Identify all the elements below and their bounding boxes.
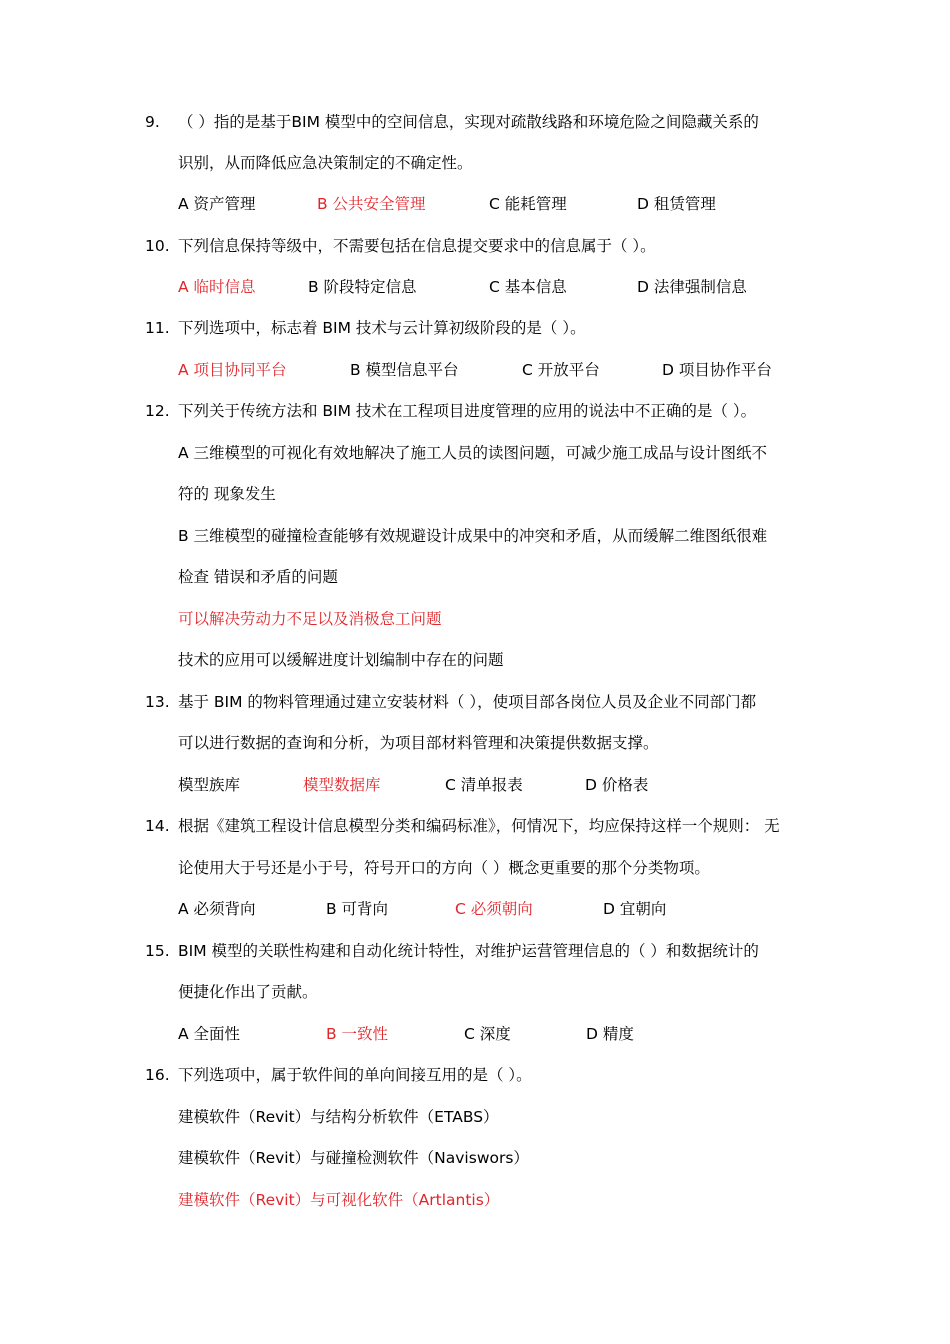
- option-c: C 能耗管理: [489, 195, 567, 213]
- question-number: 11.: [145, 319, 170, 337]
- option-text: 技术的应用可以缓解进度计划编制中存在的问题: [178, 651, 504, 669]
- option-b: B 模型信息平台: [350, 361, 459, 379]
- question-number: 15.: [145, 942, 170, 960]
- option-a: A 全面性: [178, 1025, 241, 1043]
- option-text: A 三维模型的可视化有效地解决了施工人员的读图问题，可减少施工成品与设计图纸不: [178, 444, 768, 462]
- option-text: B 三维模型的碰撞检查能够有效规避设计成果中的冲突和矛盾，从而缓解二维图纸很难: [178, 527, 768, 545]
- question-stem: 下列关于传统方法和 BIM 技术在工程项目进度管理的应用的说法中不正确的是（ ）。: [178, 402, 757, 420]
- question-stem: 下列信息保持等级中，不需要包括在信息提交要求中的信息属于（ ）。: [178, 237, 656, 255]
- option-c: C 开放平台: [522, 361, 600, 379]
- question-stem-continued: 识别，从而降低应急决策制定的不确定性。: [178, 154, 473, 172]
- question-number: 14.: [145, 817, 170, 835]
- option-d: D 租赁管理: [637, 195, 716, 213]
- option-c: C 清单报表: [445, 776, 523, 794]
- option-a-answer: A 临时信息: [178, 278, 256, 296]
- option-text: 符的 现象发生: [178, 485, 276, 503]
- option-b-answer: B 一致性: [326, 1025, 389, 1043]
- question-stem-continued: 便捷化作出了贡献。: [178, 983, 318, 1001]
- option-c: C 基本信息: [489, 278, 567, 296]
- question-number: 16.: [145, 1066, 170, 1084]
- option-d: D 项目协作平台: [662, 361, 772, 379]
- option-text: 检查 错误和矛盾的问题: [178, 568, 338, 586]
- question-stem: 下列选项中，属于软件间的单向间接互用的是（ ）。: [178, 1066, 532, 1084]
- option-text: 建模软件（Revit）与碰撞检测软件（Naviswors）: [178, 1149, 529, 1167]
- question-number: 10.: [145, 237, 170, 255]
- question-stem: 根据《建筑工程设计信息模型分类和编码标准》，何情况下，均应保持这样一个规则： 无: [178, 817, 780, 835]
- question-stem: BIM 模型的关联性构建和自动化统计特性，对维护运营管理信息的（ ）和数据统计的: [178, 942, 759, 960]
- option-a: 模型族库: [178, 776, 241, 794]
- question-number: 13.: [145, 693, 170, 711]
- option-text-answer: 可以解决劳动力不足以及消极怠工问题: [178, 610, 442, 628]
- option-d: D 价格表: [585, 776, 649, 794]
- option-b-answer: 模型数据库: [303, 776, 381, 794]
- question-stem-continued: 可以进行数据的查询和分析，为项目部材料管理和决策提供数据支撑。: [178, 734, 659, 752]
- option-b-answer: B 公共安全管理: [317, 195, 426, 213]
- question-stem-continued: 论使用大于号还是小于号，符号开口的方向（ ）概念更重要的那个分类物项。: [178, 859, 710, 877]
- option-text: 建模软件（Revit）与结构分析软件（ETABS）: [178, 1108, 499, 1126]
- question-number: 12.: [145, 402, 170, 420]
- option-d: D 法律强制信息: [637, 278, 747, 296]
- option-b: B 可背向: [326, 900, 389, 918]
- question-stem: （ ）指的是基于BIM 模型中的空间信息，实现对疏散线路和环境危险之间隐藏关系的: [178, 113, 759, 131]
- option-text-answer: 建模软件（Revit）与可视化软件（Artlantis）: [178, 1191, 500, 1209]
- option-d: D 精度: [586, 1025, 634, 1043]
- option-b: B 阶段特定信息: [308, 278, 417, 296]
- question-stem: 基于 BIM 的物料管理通过建立安装材料（ ），使项目部各岗位人员及企业不同部门都: [178, 693, 757, 711]
- option-c-answer: C 必须朝向: [455, 900, 533, 918]
- option-a: A 资产管理: [178, 195, 256, 213]
- option-c: C 深度: [464, 1025, 511, 1043]
- option-d: D 宜朝向: [603, 900, 667, 918]
- option-a-answer: A 项目协同平台: [178, 361, 287, 379]
- question-number: 9.: [145, 113, 160, 131]
- question-stem: 下列选项中，标志着 BIM 技术与云计算初级阶段的是（ ）。: [178, 319, 586, 337]
- option-a: A 必须背向: [178, 900, 256, 918]
